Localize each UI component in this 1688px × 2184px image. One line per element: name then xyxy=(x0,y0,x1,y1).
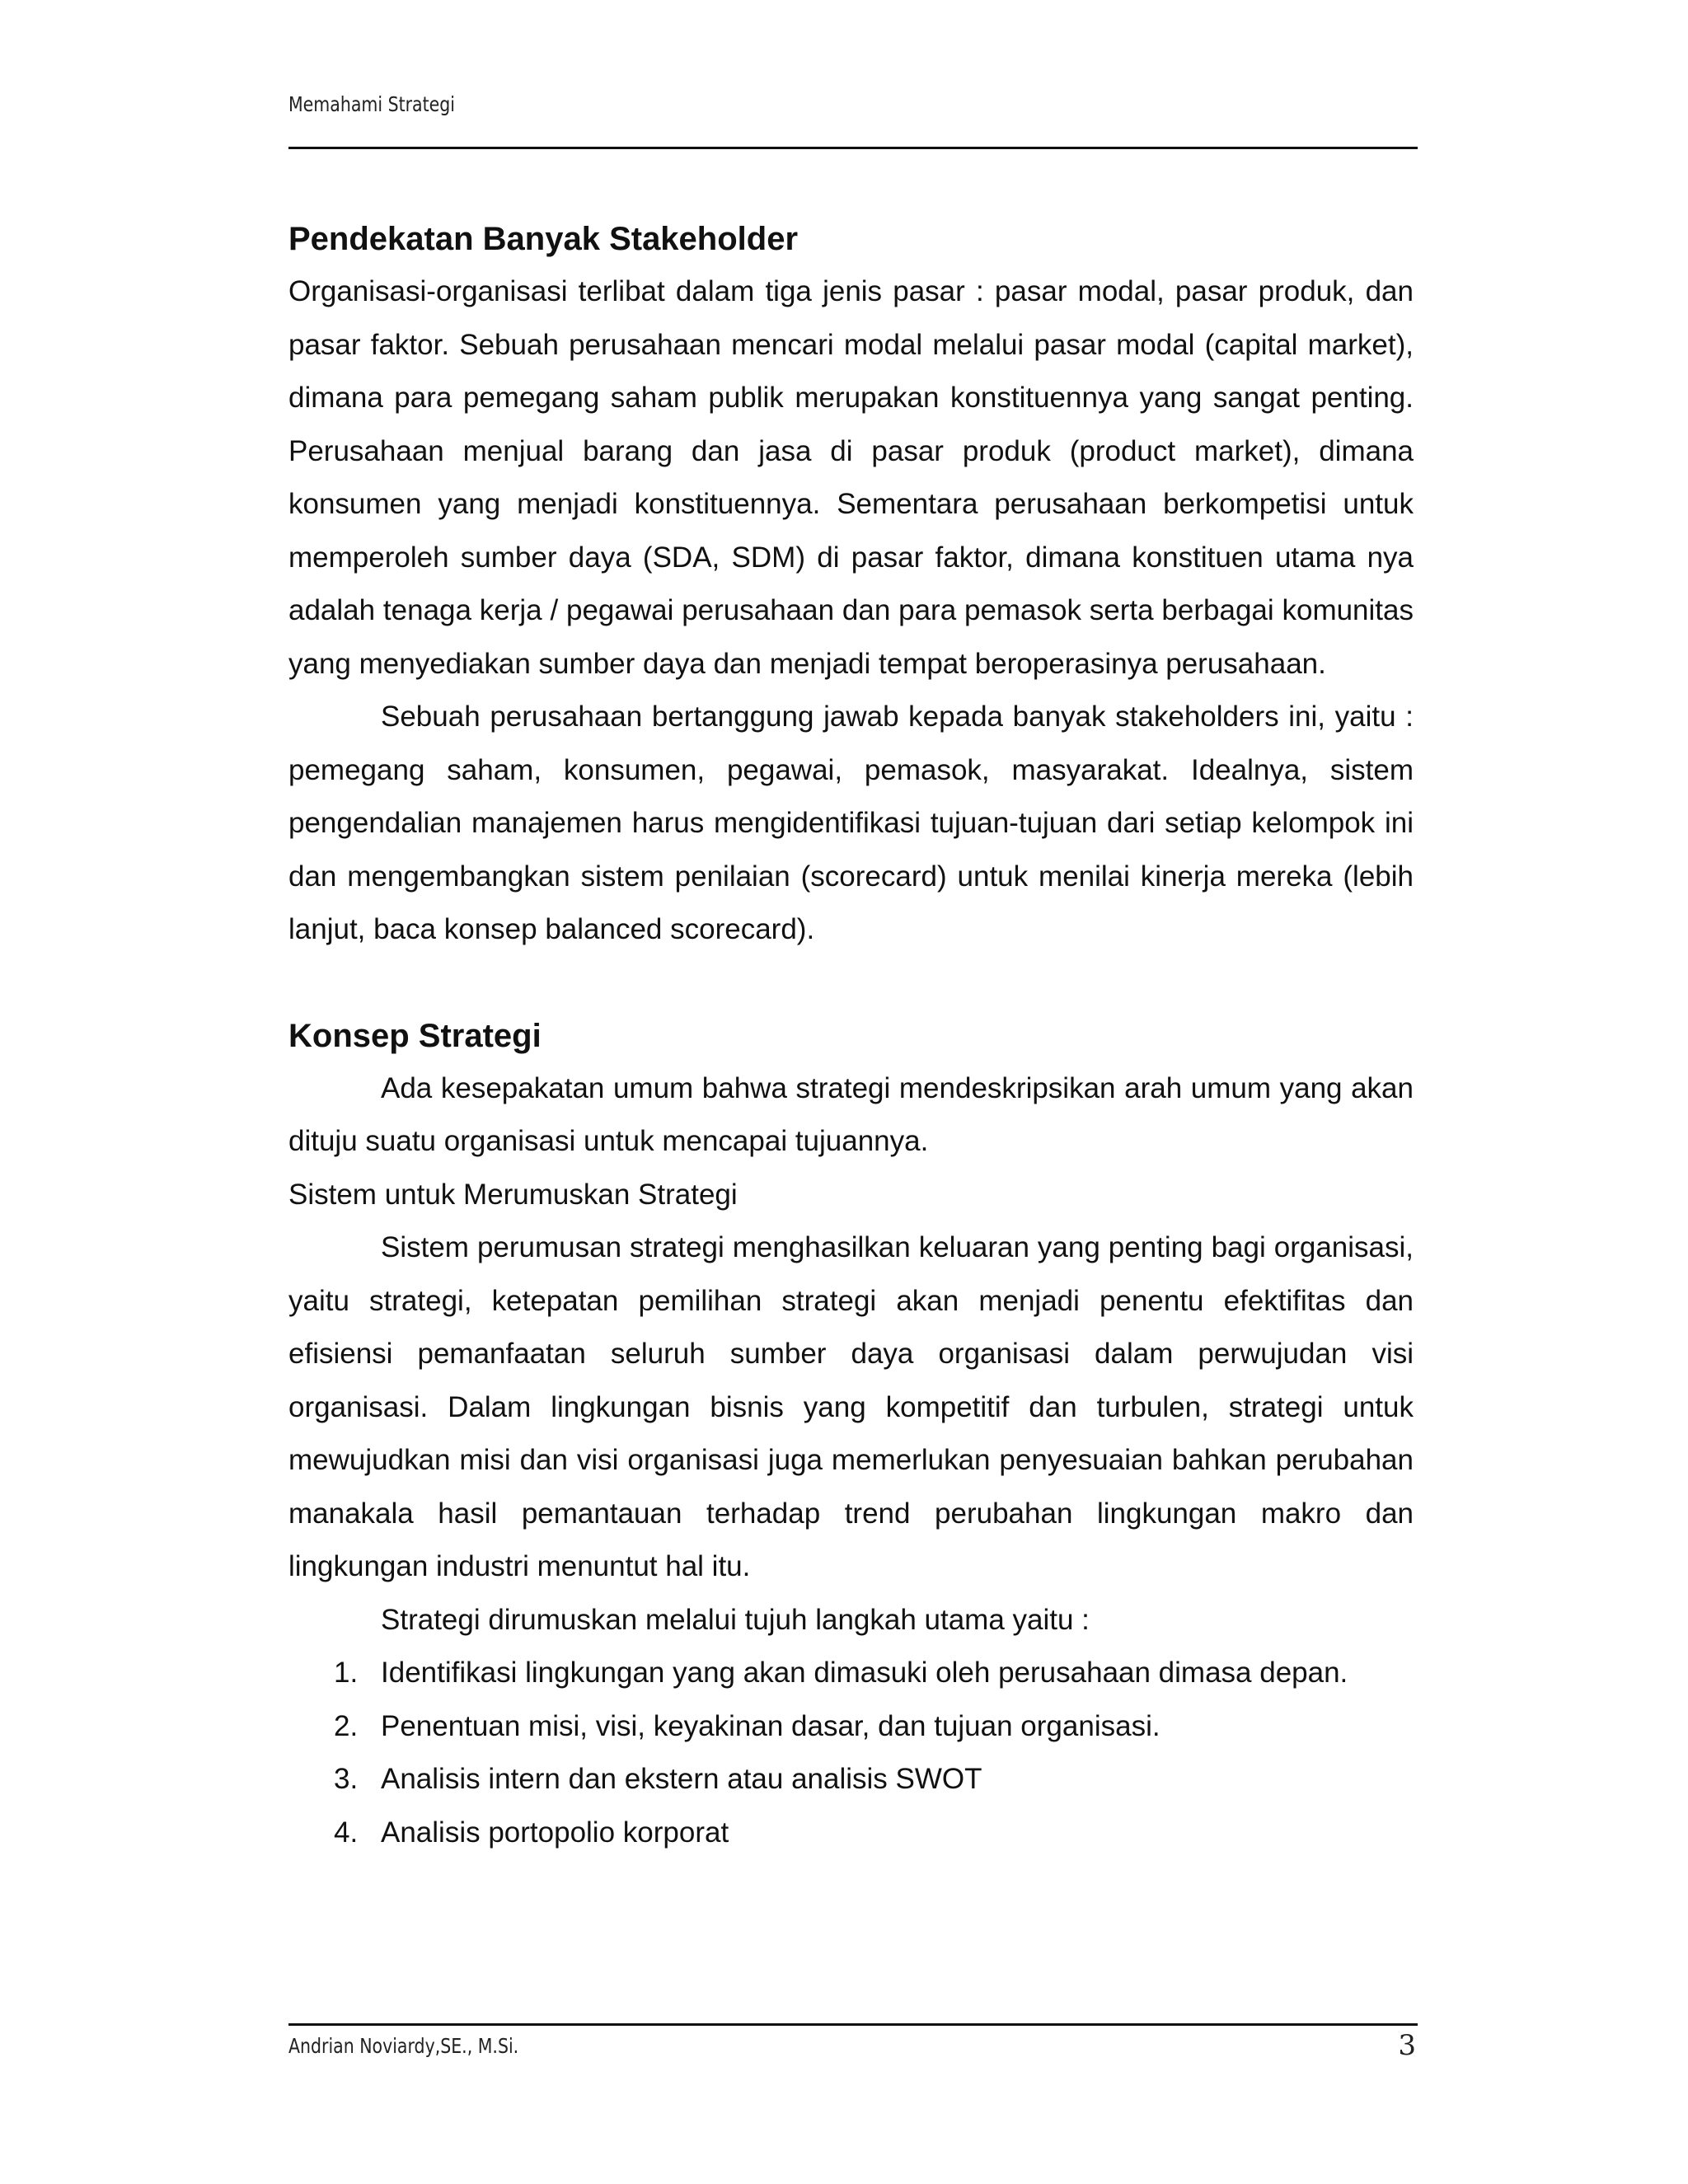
list-item xyxy=(288,1807,1414,1860)
list-item-text: Penentuan misi, visi, keyakinan dasar, dan tujuan organisasi. xyxy=(381,1709,1160,1742)
footer-author: Andrian Noviardy,SE., M.Si. xyxy=(288,2034,519,2058)
list-item-number: 1. xyxy=(334,1657,359,1689)
subheading-strategy-system: Sistem untuk Merumuskan Strategi xyxy=(288,1178,738,1211)
paragraph-stakeholders: Sebuah perusahaan bertanggung jawab kepada banyak stakeholders ini, yaitu : pemegang saham, konsumen, pegawai, pemasok, masyarakat. Idealnya, sistem pengendalian manajemen harus mengidentifikasi tujuan-tujuan dari setiap kelompok ini dan mengembangkan sistem penilaian (scorecard) untuk menilai kinerja mereka (lebih lanjut, baca konsep balanced scorecard). xyxy=(288,701,1414,945)
list-item-number: 2. xyxy=(334,1709,359,1742)
section-heading-stakeholder: Pendekatan Banyak Stakeholder xyxy=(288,221,799,257)
section-heading-strategy: Konsep Strategi xyxy=(288,1017,542,1054)
paragraph-markets: Organisasi-organisasi terlibat dalam tiga jenis pasar : pasar modal, pasar produk, dan pasar faktor. Sebuah perusahaan mencari modal melalui pasar modal (capital market), dimana para pemegang saham publik merupakan konstituennya yang sangat penting. Perusahaan menjual barang dan jasa di pasar produk (product market), dimana konsumen yang menjadi konstituennya. Sementara perusahaan berkompetisi untuk memperoleh sumber daya (SDA, SDM) di pasar faktor, dimana konstituen utama nya adalah tenaga kerja / pegawai perusahaan dan para pemasok serta berbagai komunitas yang menyediakan sumber daya dan menjadi tempat beroperasinya perusahaan. xyxy=(288,275,1414,680)
section-spacer xyxy=(288,957,1414,1010)
list-item xyxy=(288,1753,1414,1807)
list-item xyxy=(288,1647,1414,1700)
list-item xyxy=(288,1700,1414,1754)
running-header: Memahami Strategi xyxy=(288,92,455,116)
list-item-number: 3. xyxy=(334,1763,359,1795)
header-divider xyxy=(288,147,1418,149)
paragraph-steps-intro: Strategi dirumuskan melalui tujuh langkah utama yaitu : xyxy=(381,1603,1090,1636)
paragraph-strategy-intro: Ada kesepakatan umum bahwa strategi mendeskripsikan arah umum yang akan dituju suatu organisasi untuk mencapai tujuannya. xyxy=(288,1071,1414,1157)
page-number: 3 xyxy=(1398,2029,1416,2062)
paragraph-strategy-system: Sistem perumusan strategi menghasilkan keluaran yang penting bagi organisasi, yaitu strategi, ketepatan pemilihan strategi akan menjadi penentu efektifitas dan efisiensi pemanfaatan seluruh sumber daya organisasi dalam perwujudan visi organisasi. Dalam lingkungan bisnis yang kompetitif dan turbulen, strategi untuk mewujudkan misi dan visi organisasi juga memerlukan penyesuaian bahkan perubahan manakala hasil pemantauan terhadap trend perubahan lingkungan makro dan lingkungan industri menuntut hal itu. xyxy=(288,1231,1414,1582)
list-item-text: Identifikasi lingkungan yang akan dimasuki oleh perusahaan dimasa depan. xyxy=(381,1657,1348,1689)
page-content xyxy=(288,213,1414,1859)
list-item-text: Analisis intern dan ekstern atau analisis SWOT xyxy=(381,1763,982,1795)
list-item-text: Analisis portopolio korporat xyxy=(381,1816,729,1849)
strategy-steps-list xyxy=(288,1647,1414,1859)
footer-divider xyxy=(288,2023,1418,2026)
list-item-number: 4. xyxy=(334,1816,359,1849)
